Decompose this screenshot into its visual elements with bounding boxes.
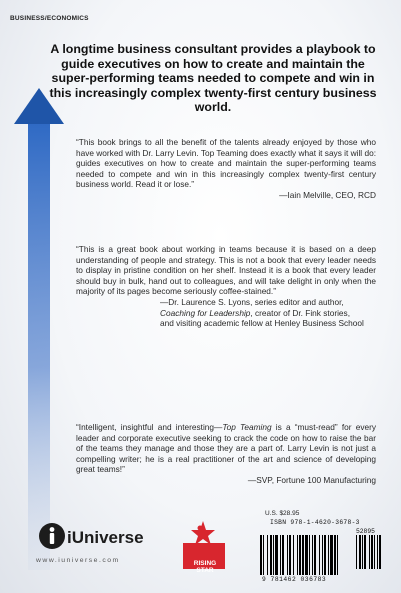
publisher-url: www.iuniverse.com — [36, 557, 120, 564]
barcode — [258, 535, 388, 576]
quote-attribution: —SVP, Fortune 100 Manufacturing — [247, 474, 376, 485]
supplement-digits: 52895 — [356, 528, 375, 535]
endorsement-quote — [76, 244, 376, 329]
quote-attribution: —Dr. Laurence S. Lyons, series editor and author, Coaching for Leadership, creator of Dr. Fink stories, and visiting academic fellow at Henley Business School — [160, 296, 364, 329]
iuniverse-logo-icon — [38, 522, 66, 550]
isbn-label: ISBN 978-1-4620-3678-3 — [270, 519, 360, 526]
tagline: A longtime business consultant provides a playbook to guide executives on how to create and maintain the super-performing teams needed to compete and win in this increasingly complex twenty-first century business world. — [49, 42, 377, 115]
barcode-number: 9 781462 036783 — [262, 576, 327, 583]
quote-text: “This is a great book about working in teams because it is based on a deep understanding of people and strategy. This is not a book that every leader needs to display in pristine condition on her shelf. Instead it is a book that every leader should buy in bulk, hand out to colleagues, and will take delight in only when the majority of its pages become seriously coffee-stained.” — [76, 244, 376, 297]
endorsement-quote — [76, 422, 376, 486]
quote-attribution: —Iain Melville, CEO, RCD — [279, 189, 376, 200]
publisher-name: iUniverse — [67, 528, 144, 547]
quote-text: “Intelligent, insightful and interesting—Top Teaming is a “must-read” for every leader and corporate executive seeking to crack the code on how to raise the bar of the teams they manage and those they are a part of. Larry Levin is not just a compelling writer; he is a real practitioner of the art and science of developing great teams!” — [76, 422, 376, 475]
quote-text: “This book brings to all the benefit of the talents already enjoyed by those who have worked with Dr. Larry Levin. Top Teaming does exactly what it says it will do: guides executives on how to create and maintain the super-performing teams needed to compete and win in this increasingly complex twenty-first century business world. Read it or lose.” — [76, 137, 376, 190]
endorsement-quote — [76, 137, 376, 201]
rising-star-label: RISING STAR — [193, 560, 217, 574]
category-label: BUSINESS/ECONOMICS — [10, 15, 89, 22]
price: U.S. $28.95 — [265, 510, 300, 517]
